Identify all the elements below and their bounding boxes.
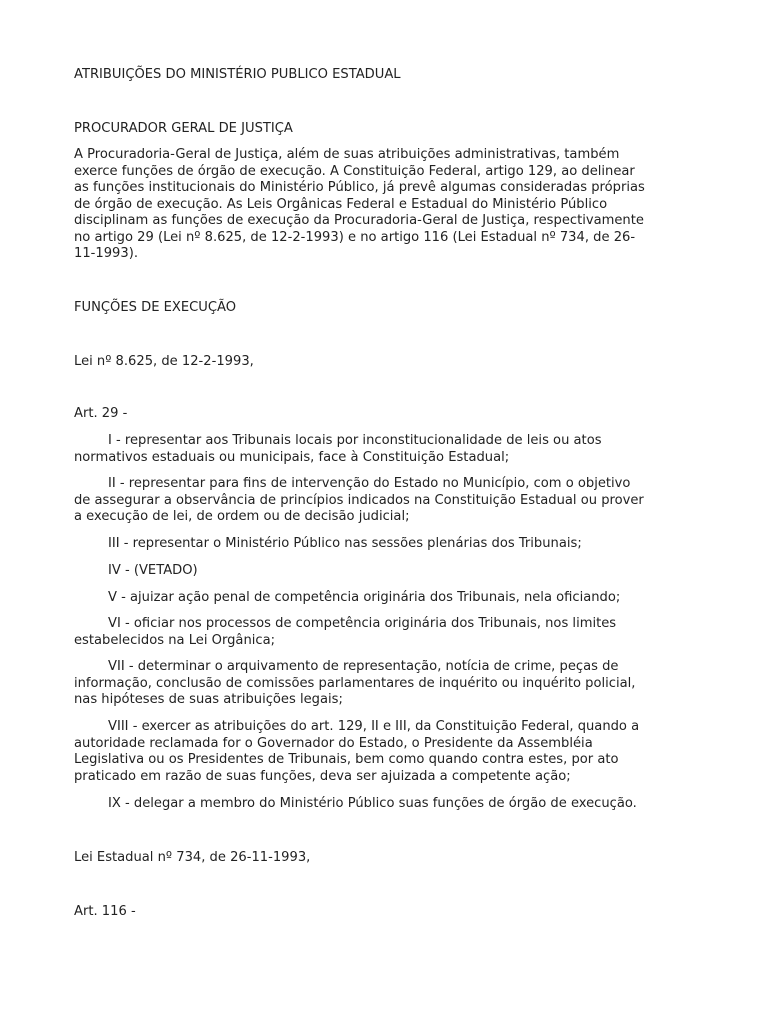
section-heading-funcoes: FUNÇÕES DE EXECUÇÃO [74, 300, 237, 315]
article-item [74, 719, 704, 785]
item-line: a execução de lei, de ordem ou de decisão judicial; [74, 509, 410, 524]
item-line: de assegurar a observância de princípios indicados na Constituição Estadual ou prover [74, 492, 644, 508]
article-item [74, 590, 704, 607]
intro-line: as funções institucionais do Ministério Público, já prevê algumas consideradas próprias [74, 180, 645, 195]
item-line: III - representar o Ministério Público nas sessões plenárias dos Tribunais; [108, 536, 582, 551]
article-116-heading: Art. 116 - [74, 904, 136, 919]
intro-line: 11-1993). [74, 246, 138, 261]
article-item [74, 433, 704, 466]
article-item [74, 796, 704, 813]
law-reference-734: Lei Estadual nº 734, de 26-11-1993, [74, 850, 311, 865]
law-reference-8625: Lei nº 8.625, de 12-2-1993, [74, 354, 254, 369]
intro-line: de órgão de execução. As Leis Orgânicas Federal e Estadual do Ministério Público [74, 196, 608, 212]
item-line: IV - (VETADO) [108, 563, 198, 578]
item-line: VIII - exercer as atribuições do art. 129, II e III, da Constituição Federal, quando a [108, 719, 640, 734]
item-line: informação, conclusão de comissões parlamentares de inquérito ou inquérito policial, [74, 675, 636, 691]
item-line: I - representar aos Tribunais locais por inconstitucionalidade de leis ou atos [108, 433, 602, 448]
item-line: VII - determinar o arquivamento de representação, notícia de crime, peças de [108, 659, 619, 674]
article-item [74, 659, 704, 709]
article-29-heading: Art. 29 - [74, 406, 128, 421]
article-item [74, 616, 704, 649]
intro-line: exerce funções de órgão de execução. A Constituição Federal, artigo 129, ao delinear [74, 163, 635, 179]
item-line: nas hipóteses de suas atribuições legais; [74, 692, 343, 707]
document-title: ATRIBUIÇÕES DO MINISTÉRIO PUBLICO ESTADUAL [74, 67, 401, 82]
item-line: autoridade reclamada for o Governador do Estado, o Presidente da Assembléia [74, 735, 593, 751]
intro-paragraph [74, 147, 704, 263]
item-line: praticado em razão de suas funções, deva ser ajuizada a competente ação; [74, 768, 571, 784]
item-line: II - representar para fins de intervenção do Estado no Município, com o objetivo [108, 476, 631, 491]
item-line: V - ajuizar ação penal de competência originária dos Tribunais, nela oficiando; [108, 590, 621, 605]
intro-line: disciplinam as funções de execução da Procuradoria-Geral de Justiça, respectivamente [74, 213, 644, 228]
article-item [74, 476, 704, 526]
item-line: VI - oficiar nos processos de competência originária dos Tribunais, nos limites [108, 616, 617, 631]
article-item [74, 536, 704, 553]
section-heading-procurador: PROCURADOR GERAL DE JUSTIÇA [74, 121, 293, 136]
item-line: IX - delegar a membro do Ministério Público suas funções de órgão de execução. [108, 796, 637, 811]
intro-line: no artigo 29 (Lei nº 8.625, de 12-2-1993) e no artigo 116 (Lei Estadual nº 734, de 26- [74, 229, 636, 245]
item-line: Legislativa ou os Presidentes de Tribunais, bem como quando contra estes, por ato [74, 752, 619, 767]
article-item [74, 563, 704, 580]
item-line: normativos estaduais ou municipais, face à Constituição Estadual; [74, 449, 510, 465]
item-line: estabelecidos na Lei Orgânica; [74, 632, 276, 648]
intro-line: A Procuradoria-Geral de Justiça, além de suas atribuições administrativas, também [74, 147, 620, 162]
